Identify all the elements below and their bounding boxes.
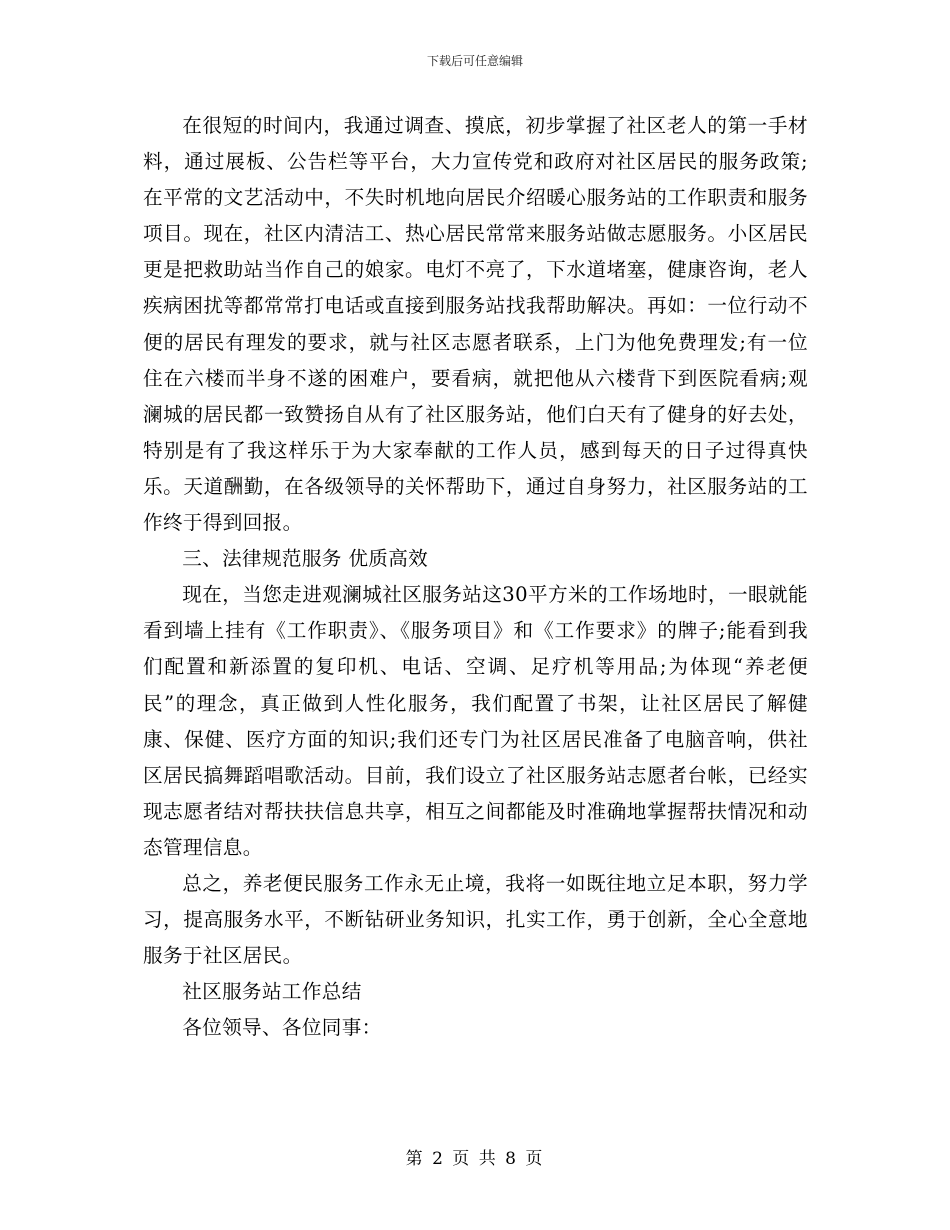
page-number: 第 2 页 共 8 页 [405, 1149, 545, 1169]
paragraph-community-work: 在很短的时间内，我通过调查、摸底，初步掌握了社区老人的第一手材料，通过展板、公告栏等平台，大力宣传党和政府对社区居民的服务政策;在平常的文艺活动中，不失时机地向居民介绍暖心服务站的工作职责和服务项目。现在，社区内清洁工、热心居民常常来服务站做志愿服务。小区居民更是把救助站当作自己的娘家。电灯不亮了，下水道堵塞，健康咨询，老人疾病困扰等都常常打电话或直接到服务站找我帮助解决。再如：一位行动不便的居民有理发的要求，就与社区志愿者联系，上门为他免费理发;有一位住在六楼而半身不遂的困难户，要看病，就把他从六楼背下到医院看病;观澜城的居民都一致赞扬自从有了社区服务站，他们白天有了健身的好去处，特别是有了我这样乐于为大家奉献的工作人员，感到每天的日子过得真快乐。天道酬勤，在各级领导的关怀帮助下，通过自身努力，社区服务站的工作终于得到回报。 [143, 114, 808, 535]
paragraph-conclusion: 总之，养老便民服务工作永无止境，我将一如既往地立足本职，努力学习，提高服务水平，不断钻研业务知识，扎实工作，勇于创新，全心全意地服务于社区居民。 [143, 871, 808, 968]
document-body [143, 108, 808, 1046]
document-title-summary: 社区服务站工作总结 [182, 980, 362, 1004]
paragraph-service-station-facilities: 现在，当您走进观澜城社区服务站这30平方米的工作场地时，一眼就能看到墙上挂有《工作职责》、《服务项目》和《工作要求》的牌子;能看到我们配置和新添置的复印机、电话、空调、足疗机等用品;为体现“养老便民”的理念，真正做到人性化服务，我们配置了书架，让社区居民了解健康、保健、医疗方面的知识;我们还专门为社区居民准备了电脑音响，供社区居民搞舞蹈唱歌活动。目前，我们设立了社区服务站志愿者台帐，已经实现志愿者结对帮扶扶信息共享，相互之间都能及时准确地掌握帮扶情况和动态管理信息。 [143, 583, 808, 859]
salutation: 各位领导、各位同事： [182, 1016, 382, 1040]
page-header: 下载后可任意编辑 [426, 54, 523, 68]
section-heading-legal-service: 三、法律规范服务 优质高效 [182, 547, 429, 571]
